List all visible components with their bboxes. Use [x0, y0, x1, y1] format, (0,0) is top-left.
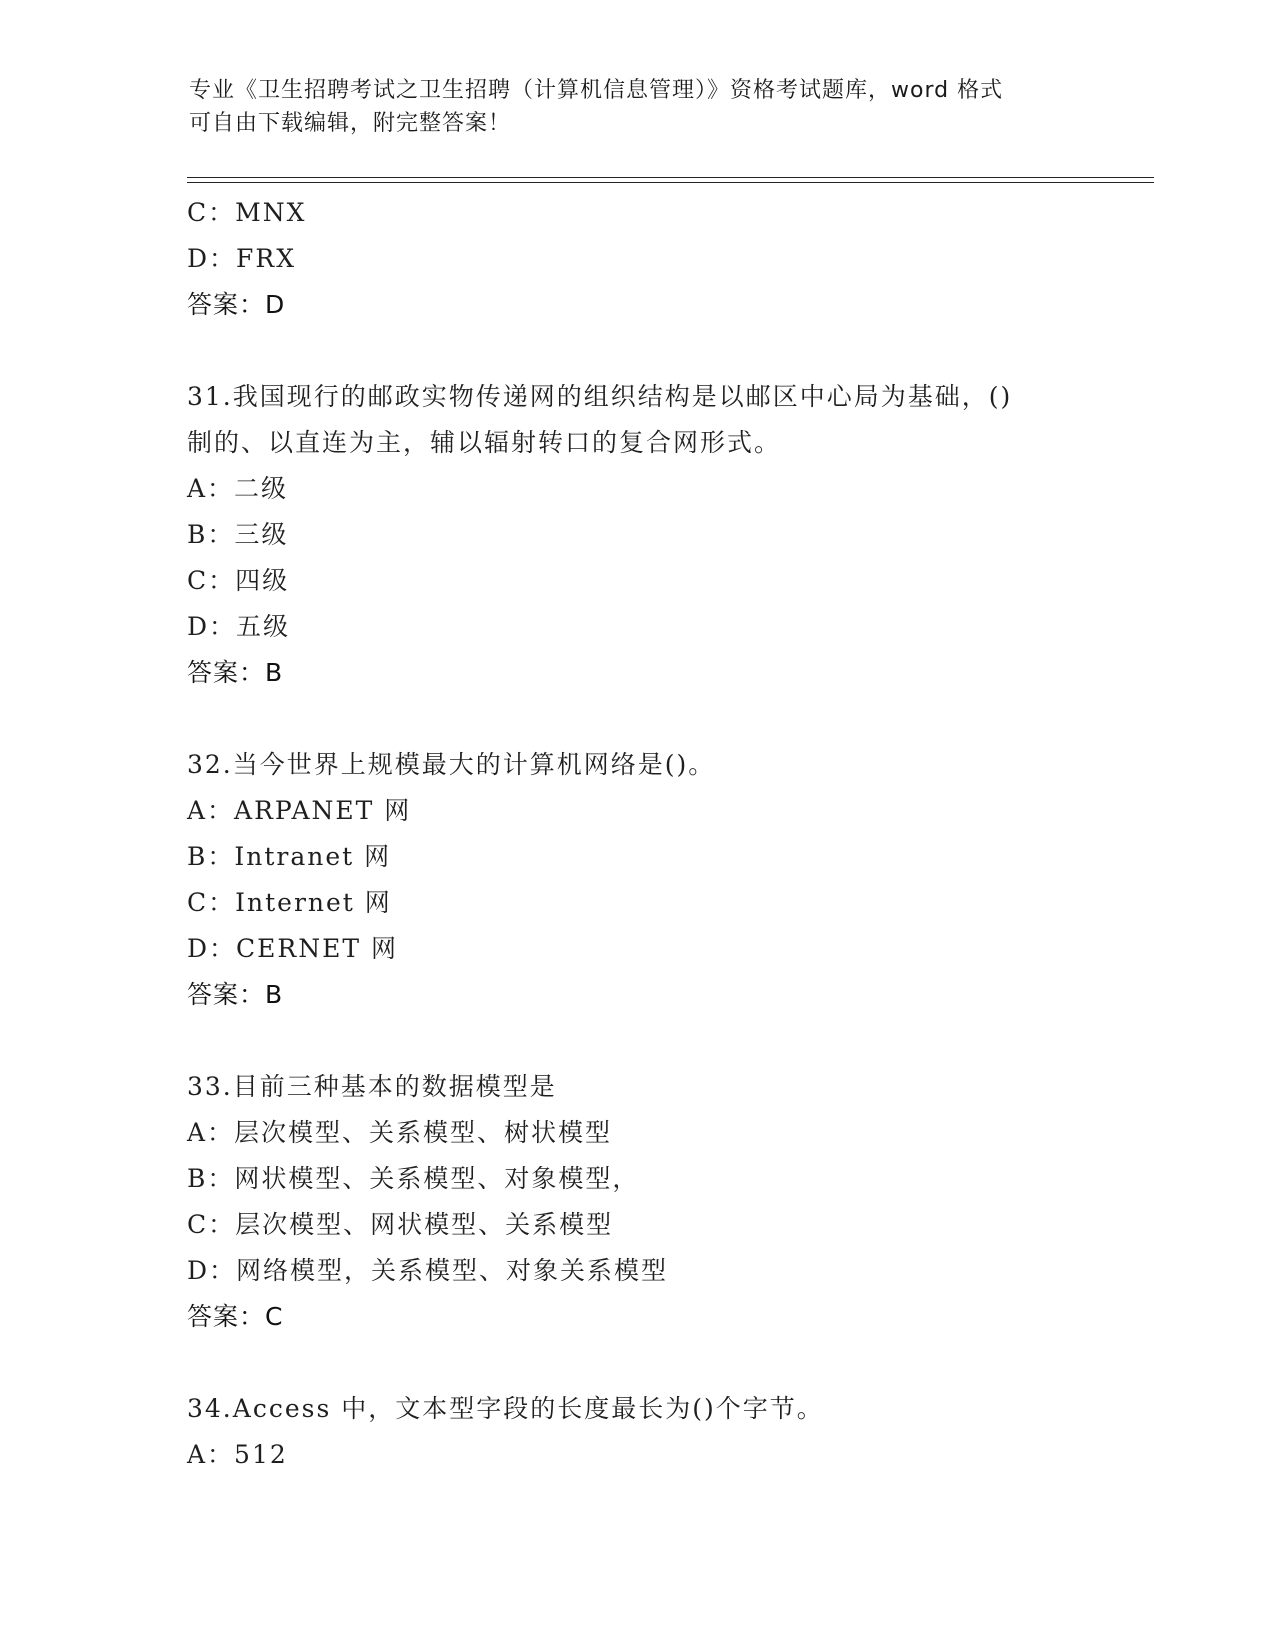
spacer: [187, 696, 1127, 742]
document-header: [189, 74, 1089, 140]
option-a: A：二级: [187, 474, 289, 503]
answer-line: 答案：D: [187, 290, 286, 319]
spacer: [187, 1018, 1127, 1064]
question-31: [187, 374, 1127, 696]
option-a: A：512: [187, 1440, 288, 1469]
option-d: D：CERNET 网: [187, 934, 398, 963]
question-30-tail: [187, 190, 1127, 328]
answer-line: 答案：B: [187, 980, 284, 1009]
spacer: [187, 328, 1127, 374]
header-divider-bottom: [187, 182, 1154, 183]
option-c: C：层次模型、网状模型、关系模型: [187, 1210, 614, 1239]
option-c: C：Internet 网: [187, 888, 392, 917]
answer-line: 答案：B: [187, 658, 284, 687]
option-c: C：四级: [187, 566, 290, 595]
option-b: B：Intranet 网: [187, 842, 392, 871]
question-32: [187, 742, 1127, 1018]
option-a: A：ARPANET 网: [187, 796, 412, 825]
question-stem-continued: 制的、以直连为主，辅以辐射转口的复合网形式。: [187, 428, 782, 457]
question-stem: 32.当今世界上规模最大的计算机网络是()。: [187, 750, 716, 779]
question-33: [187, 1064, 1127, 1340]
option-a: A：层次模型、关系模型、树状模型: [187, 1118, 613, 1147]
question-stem: 33.目前三种基本的数据模型是: [187, 1072, 557, 1101]
header-divider-top: [187, 177, 1154, 178]
option-b: B：三级: [187, 520, 289, 549]
spacer: [187, 1340, 1127, 1386]
question-list: [187, 190, 1127, 1478]
question-stem: 31.我国现行的邮政实物传递网的组织结构是以邮区中心局为基础，(): [187, 382, 1013, 411]
answer-line: 答案：C: [187, 1302, 284, 1331]
option-c: C：MNX: [187, 198, 307, 227]
header-title-line-2: 可自由下载编辑，附完整答案！: [189, 111, 512, 136]
question-34: [187, 1386, 1127, 1478]
question-stem: 34.Access 中，文本型字段的长度最长为()个字节。: [187, 1394, 824, 1423]
option-b: B：网状模型、关系模型、对象模型，: [187, 1164, 640, 1193]
option-d: D：FRX: [187, 244, 297, 273]
option-d: D：五级: [187, 612, 291, 641]
header-title-line-1: 专业《卫生招聘考试之卫生招聘（计算机信息管理）》资格考试题库，word 格式: [189, 78, 1004, 103]
option-d: D：网络模型，关系模型、对象关系模型: [187, 1256, 669, 1285]
